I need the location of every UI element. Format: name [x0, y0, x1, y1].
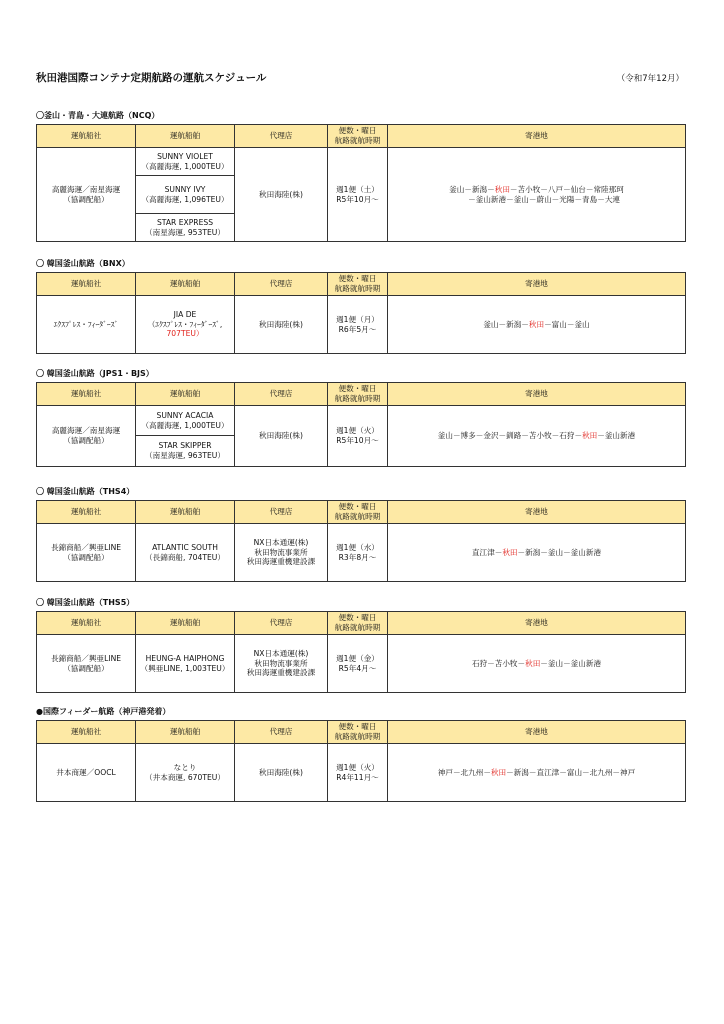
vessel-cell [136, 406, 235, 436]
vessel-line: STAR EXPRESS [156, 217, 214, 227]
route-section [36, 110, 685, 242]
ports-cell [388, 296, 686, 354]
ports-line [390, 185, 683, 195]
header-agent: 代理店 [235, 125, 328, 148]
header-ports: 寄港地 [388, 383, 686, 406]
vessel-line: なとり [173, 762, 197, 772]
schedule-table [36, 124, 686, 242]
header-ports: 寄港地 [388, 721, 686, 744]
vessel-line: （南星海運, 953TEU） [145, 227, 225, 237]
vessel-cell [136, 296, 235, 354]
section-title: 〇 韓国釜山航路（THS4） [36, 487, 135, 496]
header-carrier: 運航船社 [37, 273, 136, 296]
header-agent: 代理店 [235, 383, 328, 406]
table-row [37, 148, 686, 176]
frequency-line: 週1便（火） [336, 762, 379, 772]
vessel-line: STAR SKIPPER [158, 441, 212, 451]
vessel-line: SUNNY VIOLET [157, 151, 213, 161]
frequency-line: R4年11月～ [336, 772, 379, 782]
agent-line: NX日本通運(株) [253, 537, 309, 547]
agent-line: 秋田海運重機建設課 [246, 557, 316, 567]
ports-cell [388, 148, 686, 242]
header-row [37, 501, 686, 524]
schedule-table [36, 611, 686, 693]
vessel-line: ATLANTIC SOUTH [152, 542, 218, 552]
carrier-line: （協調配船） [63, 552, 109, 562]
vessel-line: （高麗海運, 1,000TEU） [141, 161, 229, 171]
port-segment: 釜山－新潟－ [483, 319, 529, 329]
frequency-cell [328, 744, 388, 802]
agent-cell [235, 524, 328, 582]
header-row [37, 383, 686, 406]
header-row [37, 612, 686, 635]
header-frequency [328, 273, 388, 296]
section-title: ●国際フィーダー航路（神戸港発着） [36, 707, 171, 716]
frequency-line: 週1便（水） [336, 542, 379, 552]
carrier-line: 長錦商船／興亜LINE [50, 653, 122, 663]
header-agent: 代理店 [235, 721, 328, 744]
carrier-cell [37, 296, 136, 354]
ports-line [390, 548, 683, 558]
agent-cell [235, 296, 328, 354]
carrier-line: （協調配船） [63, 436, 109, 445]
table-row [37, 744, 686, 802]
header-ports: 寄港地 [388, 125, 686, 148]
ports-line [390, 195, 683, 205]
vessel-cell [136, 148, 235, 176]
header-frequency [328, 383, 388, 406]
vessel-line: （ｴｸｽﾌﾟﾚｽ・ﾌｨｰﾀﾞｰｽﾞ, [147, 319, 223, 329]
header-frequency-line: 航路就航時期 [334, 512, 381, 521]
frequency-cell [328, 524, 388, 582]
page-header [36, 70, 684, 85]
frequency-cell [328, 148, 388, 242]
highlight-port: 秋田 [494, 184, 510, 194]
header-frequency-line: 航路就航時期 [334, 394, 381, 403]
header-frequency [328, 721, 388, 744]
section-title: 〇 韓国釜山航路（BNX） [36, 259, 130, 268]
carrier-cell [37, 524, 136, 582]
carrier-line: 長錦商船／興亜LINE [50, 542, 122, 552]
header-carrier: 運航船社 [37, 612, 136, 635]
schedule-table [36, 720, 686, 802]
frequency-line: 週1便（金） [336, 653, 379, 663]
agent-cell [235, 744, 328, 802]
carrier-line: 高麗海運／南星海運 [51, 426, 121, 436]
frequency-cell [328, 296, 388, 354]
vessel-line: SUNNY ACACIA [156, 410, 214, 420]
table-row [37, 296, 686, 354]
header-vessel: 運航船舶 [136, 501, 235, 524]
header-agent: 代理店 [235, 273, 328, 296]
carrier-line: （協調配船） [63, 194, 109, 204]
carrier-line: 井本商運／OOCL [56, 767, 116, 777]
vessel-line: SUNNY IVY [164, 184, 206, 194]
port-segment: 直江津－ [471, 547, 503, 557]
vessel-line: （興亜LINE, 1,003TEU） [140, 663, 230, 673]
vessel-line: （井本商運, 670TEU） [145, 772, 225, 782]
port-segment: －新潟－釜山－釜山新港 [517, 547, 602, 557]
agent-cell [235, 406, 328, 467]
frequency-cell [328, 406, 388, 467]
port-segment: 釜山－新潟－ [449, 184, 495, 194]
agent-line: 秋田海陸(株) [259, 431, 303, 441]
header-vessel: 運航船舶 [136, 721, 235, 744]
route-section [36, 368, 685, 467]
section-title: 〇 韓国釜山航路（JPS1・BJS） [36, 369, 154, 378]
section-title: 〇釜山・青島・大連航路（NCQ） [36, 111, 160, 120]
carrier-line: 高麗海運／南星海運 [51, 184, 121, 194]
schedule-table [36, 500, 686, 582]
ports-line [390, 659, 683, 669]
page-date: （令和7年12月） [616, 74, 684, 84]
ports-line [390, 320, 683, 330]
header-ports: 寄港地 [388, 501, 686, 524]
header-vessel: 運航船舶 [136, 125, 235, 148]
table-row [37, 406, 686, 436]
carrier-cell [37, 635, 136, 693]
agent-cell [235, 148, 328, 242]
header-frequency [328, 125, 388, 148]
vessel-cell [136, 214, 235, 242]
agent-line: 秋田海運重機建設課 [246, 668, 316, 678]
carrier-cell [37, 744, 136, 802]
header-ports: 寄港地 [388, 612, 686, 635]
header-frequency-line: 便数・曜日 [338, 613, 377, 623]
header-row [37, 721, 686, 744]
ports-cell [388, 744, 686, 802]
port-segment: 釜山－博多－金沢－釧路－苫小牧－石狩－ [437, 431, 583, 441]
frequency-line: 週1便（月） [336, 314, 379, 324]
highlight-port: 秋田 [502, 547, 518, 557]
header-frequency-line: 便数・曜日 [338, 384, 377, 394]
vessel-line: （高麗海運, 1,000TEU） [141, 420, 229, 430]
page-title: 秋田港国際コンテナ定期航路の運航スケジュール [36, 72, 267, 84]
highlight-port: 秋田 [525, 658, 541, 668]
agent-line: 秋田物流事業所 [254, 547, 308, 557]
agent-line: 秋田海陸(株) [259, 767, 303, 777]
header-agent: 代理店 [235, 501, 328, 524]
header-frequency [328, 501, 388, 524]
vessel-line: （長錦商船, 704TEU） [145, 552, 225, 562]
vessel-line: HEUNG-A HAIPHONG [145, 653, 225, 663]
header-agent: 代理店 [235, 612, 328, 635]
vessel-line: （高麗海運, 1,096TEU） [141, 194, 229, 204]
frequency-line: R5年4月～ [338, 663, 377, 673]
route-section [36, 706, 685, 802]
header-frequency-line: 航路就航時期 [334, 732, 381, 741]
header-carrier: 運航船社 [37, 125, 136, 148]
header-frequency-line: 便数・曜日 [338, 722, 377, 732]
header-carrier: 運航船社 [37, 721, 136, 744]
port-segment: －苫小牧－八戸－仙台－常陸那珂 [509, 184, 624, 194]
header-vessel: 運航船舶 [136, 383, 235, 406]
header-frequency [328, 612, 388, 635]
ports-cell [388, 406, 686, 467]
ports-cell [388, 524, 686, 582]
vessel-line: （南星海運, 963TEU） [145, 451, 225, 460]
header-frequency-line: 航路就航時期 [334, 136, 381, 145]
header-row [37, 273, 686, 296]
table-row [37, 635, 686, 693]
port-segment: －釜山新港－釜山－蔚山－光陽－青島－大連 [452, 194, 621, 204]
frequency-line: R5年10月～ [336, 194, 379, 204]
frequency-cell [328, 635, 388, 693]
vessel-cell [136, 436, 235, 467]
vessel-cell [136, 524, 235, 582]
header-ports: 寄港地 [388, 273, 686, 296]
frequency-line: 週1便（火） [336, 426, 379, 436]
header-frequency-line: 便数・曜日 [338, 126, 377, 136]
port-segment: －新潟－直江津－富山－北九州－神戸 [506, 767, 636, 777]
carrier-cell [37, 148, 136, 242]
agent-line: 秋田海陸(株) [259, 319, 303, 329]
agent-line: 秋田物流事業所 [254, 658, 308, 668]
highlight-port: 秋田 [528, 319, 545, 329]
vessel-cell [136, 635, 235, 693]
ports-line [390, 431, 683, 441]
route-section [36, 486, 685, 582]
ports-cell [388, 635, 686, 693]
section-title: 〇 韓国釜山航路（THS5） [36, 598, 135, 607]
frequency-line: R3年8月～ [338, 552, 377, 562]
header-vessel: 運航船舶 [136, 273, 235, 296]
carrier-cell [37, 406, 136, 467]
highlight-port: 秋田 [490, 767, 507, 777]
header-frequency-line: 航路就航時期 [334, 623, 381, 632]
header-carrier: 運航船社 [37, 383, 136, 406]
highlight-port: 秋田 [582, 431, 598, 441]
port-segment: 石狩－苫小牧－ [471, 658, 526, 668]
header-vessel: 運航船舶 [136, 612, 235, 635]
frequency-line: R5年10月～ [336, 436, 379, 445]
header-row [37, 125, 686, 148]
port-segment: －釜山新港 [597, 431, 636, 441]
header-frequency-line: 便数・曜日 [338, 502, 377, 512]
frequency-line: R6年5月～ [338, 324, 377, 334]
route-section [36, 597, 685, 693]
vessel-line: JIA DE [173, 309, 197, 319]
schedule-table [36, 382, 686, 467]
port-segment: －釜山－釜山新港 [540, 658, 602, 668]
port-segment: －富山－釜山 [544, 319, 590, 329]
header-carrier: 運航船社 [37, 501, 136, 524]
table-row [37, 524, 686, 582]
frequency-line: 週1便（土） [336, 184, 379, 194]
vessel-line: 707TEU） [166, 329, 204, 339]
schedule-table [36, 272, 686, 354]
carrier-line: ｴｸｽﾌﾟﾚｽ・ﾌｨｰﾀﾞｰｽﾞ [53, 319, 119, 329]
header-frequency-line: 航路就航時期 [334, 284, 381, 293]
vessel-cell [136, 176, 235, 214]
agent-line: 秋田海陸(株) [259, 189, 303, 199]
agent-line: NX日本通運(株) [253, 648, 309, 658]
carrier-line: （協調配船） [63, 663, 109, 673]
route-section [36, 258, 685, 354]
vessel-cell [136, 744, 235, 802]
header-frequency-line: 便数・曜日 [338, 274, 377, 284]
agent-cell [235, 635, 328, 693]
port-segment: 神戸－北九州－ [437, 767, 491, 777]
ports-line [390, 768, 683, 778]
